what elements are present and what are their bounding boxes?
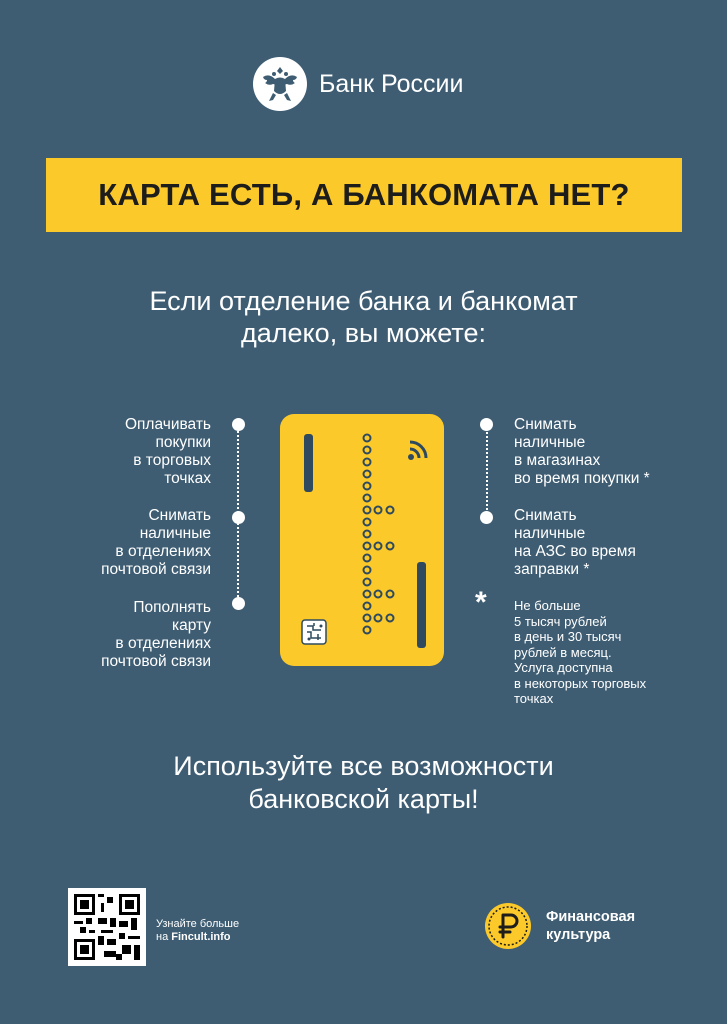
brand-name: Финансовая культура (546, 909, 636, 943)
left-item-pay-purchases: Оплачивать покупки в торговых точках (124, 416, 211, 487)
qr-caption (156, 918, 239, 944)
bank-name: Банк России (319, 70, 464, 98)
site-line (156, 931, 239, 944)
footnote-marker: * (475, 586, 487, 619)
left-item-withdraw-post: Снимать наличные в отделениях почтовой связи (101, 507, 211, 578)
left-item-topup-post: Пополнять карту в отделениях почтовой связи (101, 599, 211, 670)
ruble-coin-icon (484, 902, 532, 950)
chip-icon (300, 618, 328, 646)
closing-slogan: Используйте все возможности банковской карты! (173, 751, 554, 814)
left-bullet-dot (232, 511, 245, 524)
right-bullet-dot (480, 511, 493, 524)
right-dotted-connector (486, 428, 488, 518)
bank-card-illustration (280, 414, 444, 666)
site-link[interactable]: Fincult.info (171, 931, 231, 943)
site-prefix: на (156, 931, 169, 943)
contactless-icon (406, 436, 432, 462)
qr-code-icon[interactable] (68, 888, 146, 966)
left-bullet-dot (232, 597, 245, 610)
footnote-text: Не больше 5 тысяч рублей в день и 30 тысяч рублей в месяц. Услуга доступна в некоторых торговых точках (514, 598, 647, 706)
double-headed-eagle-icon (253, 57, 307, 111)
learn-more-label: Узнайте больше (156, 918, 240, 930)
title-banner (46, 158, 682, 232)
right-bullet-dot (480, 418, 493, 431)
bank-logo (253, 57, 483, 113)
page-title: КАРТА ЕСТЬ, А БАНКОМАТА НЕТ? (98, 177, 630, 212)
left-bullet-dot (232, 418, 245, 431)
right-item-withdraw-shops: Снимать наличные в магазинах во время покупки * (514, 416, 650, 487)
subtitle: Если отделение банка и банкомат далеко, вы можете: (149, 286, 578, 348)
right-item-withdraw-gas: Снимать наличные на АЗС во время заправки * (514, 507, 636, 578)
